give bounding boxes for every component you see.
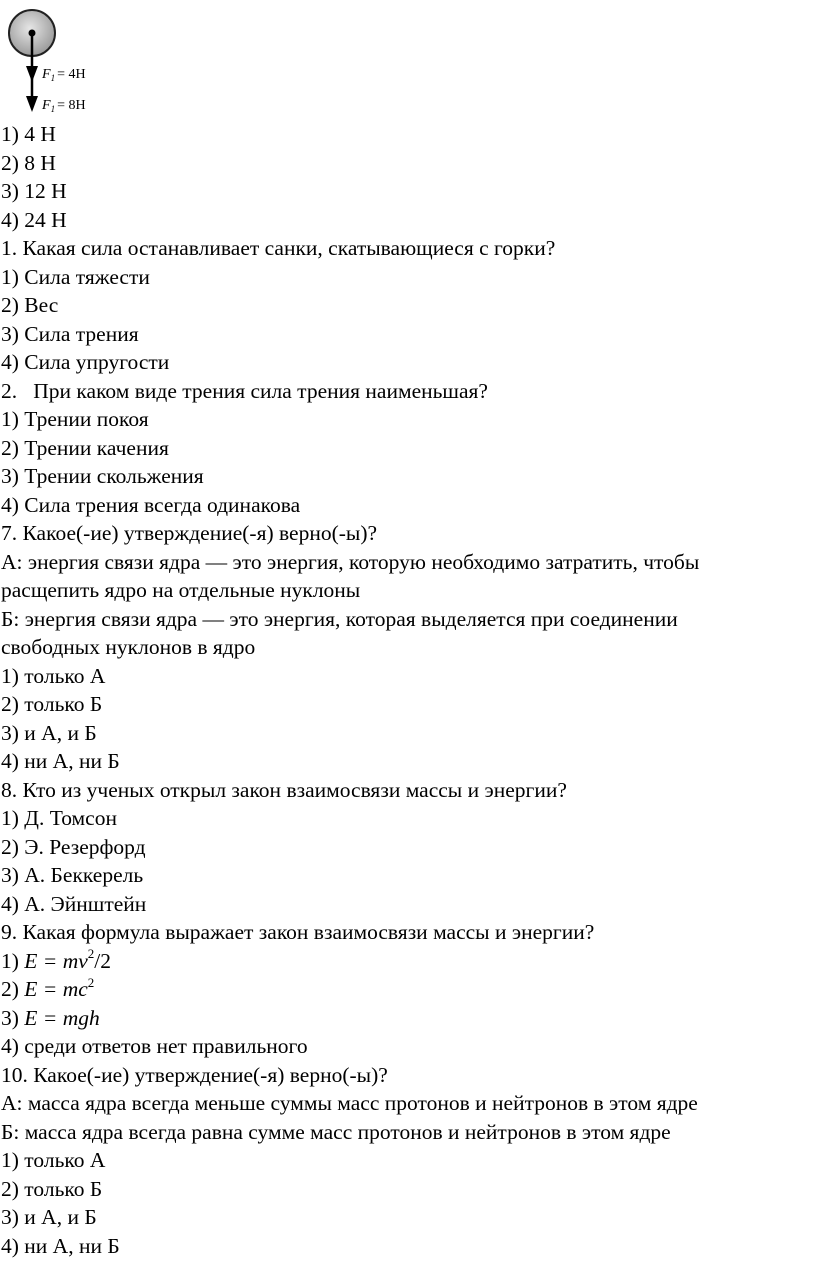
answer-option: 3) Сила трения bbox=[1, 321, 139, 346]
answer-option: 4) 24 Н bbox=[1, 207, 67, 232]
force-arrow-head-2 bbox=[26, 96, 38, 112]
answer-option: 1) только А bbox=[1, 663, 106, 688]
answer-option-formula-1 bbox=[1, 947, 813, 976]
answer-option: 1) Трении покоя bbox=[1, 407, 149, 431]
force-label-2: $F_1 = 8Н$ bbox=[42, 98, 86, 114]
statement-a: А: энергия связи ядра — это энергия, которую необходимо затратить, чтобы bbox=[1, 549, 700, 574]
force-label-1: $F_1 = 4Н$ bbox=[42, 67, 86, 83]
option-number: 3) bbox=[1, 1005, 25, 1030]
formula-exponent: 2 bbox=[87, 946, 95, 962]
answer-option: 1) Сила тяжести bbox=[1, 264, 150, 289]
statement-b-cont: свободных нуклонов в ядро bbox=[1, 635, 256, 659]
answer-option: 3) 12 Н bbox=[1, 179, 67, 203]
statement-a-cont: расщепить ядро на отдельные нуклоны bbox=[1, 578, 361, 602]
answer-option: 2) только Б bbox=[1, 692, 103, 716]
answer-option: 3) А. Беккерель bbox=[1, 863, 144, 887]
formula-exponent: 2 bbox=[87, 974, 95, 990]
answer-option: 4) ни А, ни Б bbox=[1, 1233, 120, 1258]
answer-option: 2) только Б bbox=[1, 1176, 103, 1201]
question-8: 8. Кто из ученых открыл закон взаимосвязи массы и энергии? bbox=[1, 777, 567, 802]
question-7: 7. Какое(-ие) утверждение(-я) верно(-ы)? bbox=[1, 521, 378, 545]
force-diagram bbox=[0, 0, 120, 120]
answer-option: 1) Д. Томсон bbox=[1, 806, 117, 830]
formula: E = mv bbox=[24, 948, 88, 973]
question-1: 1. Какая сила останавливает санки, скатывающиеся с горки? bbox=[1, 236, 556, 260]
answer-option: 4) Сила упругости bbox=[1, 350, 170, 374]
force-diagram-svg bbox=[0, 0, 120, 120]
statement-a: А: масса ядра всегда меньше суммы масс протонов и нейтронов в этом ядре bbox=[1, 1091, 698, 1115]
answer-option-formula-2 bbox=[1, 975, 813, 1004]
answer-option-formula-3 bbox=[1, 1004, 813, 1033]
answer-option: 3) и А, и Б bbox=[1, 720, 97, 745]
force-arrow-head-1 bbox=[26, 66, 38, 82]
answer-option: 3) и А, и Б bbox=[1, 1205, 97, 1229]
answer-option: 1) 4 Н bbox=[1, 122, 56, 146]
statement-b: Б: масса ядра всегда равна сумме масс протонов и нейтронов в этом ядре bbox=[1, 1119, 671, 1144]
answer-option: 3) Трении скольжения bbox=[1, 464, 204, 488]
formula-tail: /2 bbox=[94, 948, 111, 973]
answer-option: 2) Трении качения bbox=[1, 435, 169, 460]
test-content bbox=[1, 120, 813, 1260]
answer-option: 4) А. Эйнштейн bbox=[1, 891, 147, 916]
statement-b: Б: энергия связи ядра — это энергия, которая выделяется при соединении bbox=[1, 606, 678, 631]
answer-option: 4) Сила трения всегда одинакова bbox=[1, 492, 301, 517]
option-number: 2) bbox=[1, 977, 25, 1001]
answer-option: 2) Э. Резерфорд bbox=[1, 834, 146, 859]
answer-option: 1) только А bbox=[1, 1148, 106, 1172]
formula: E = mc bbox=[24, 977, 88, 1001]
question-9: 9. Какая формула выражает закон взаимосвязи массы и энергии? bbox=[1, 920, 595, 944]
answer-option: 2) 8 Н bbox=[1, 150, 56, 175]
answer-option: 2) Вес bbox=[1, 293, 59, 317]
formula: E = mgh bbox=[24, 1005, 100, 1030]
option-number: 1) bbox=[1, 948, 25, 973]
answer-option: 4) среди ответов нет правильного bbox=[1, 1034, 308, 1058]
question-2: 2. При каком виде трения сила трения наименьшая? bbox=[1, 378, 488, 403]
answer-option: 4) ни А, ни Б bbox=[1, 749, 120, 773]
question-10: 10. Какое(-ие) утверждение(-я) верно(-ы)? bbox=[1, 1062, 388, 1087]
